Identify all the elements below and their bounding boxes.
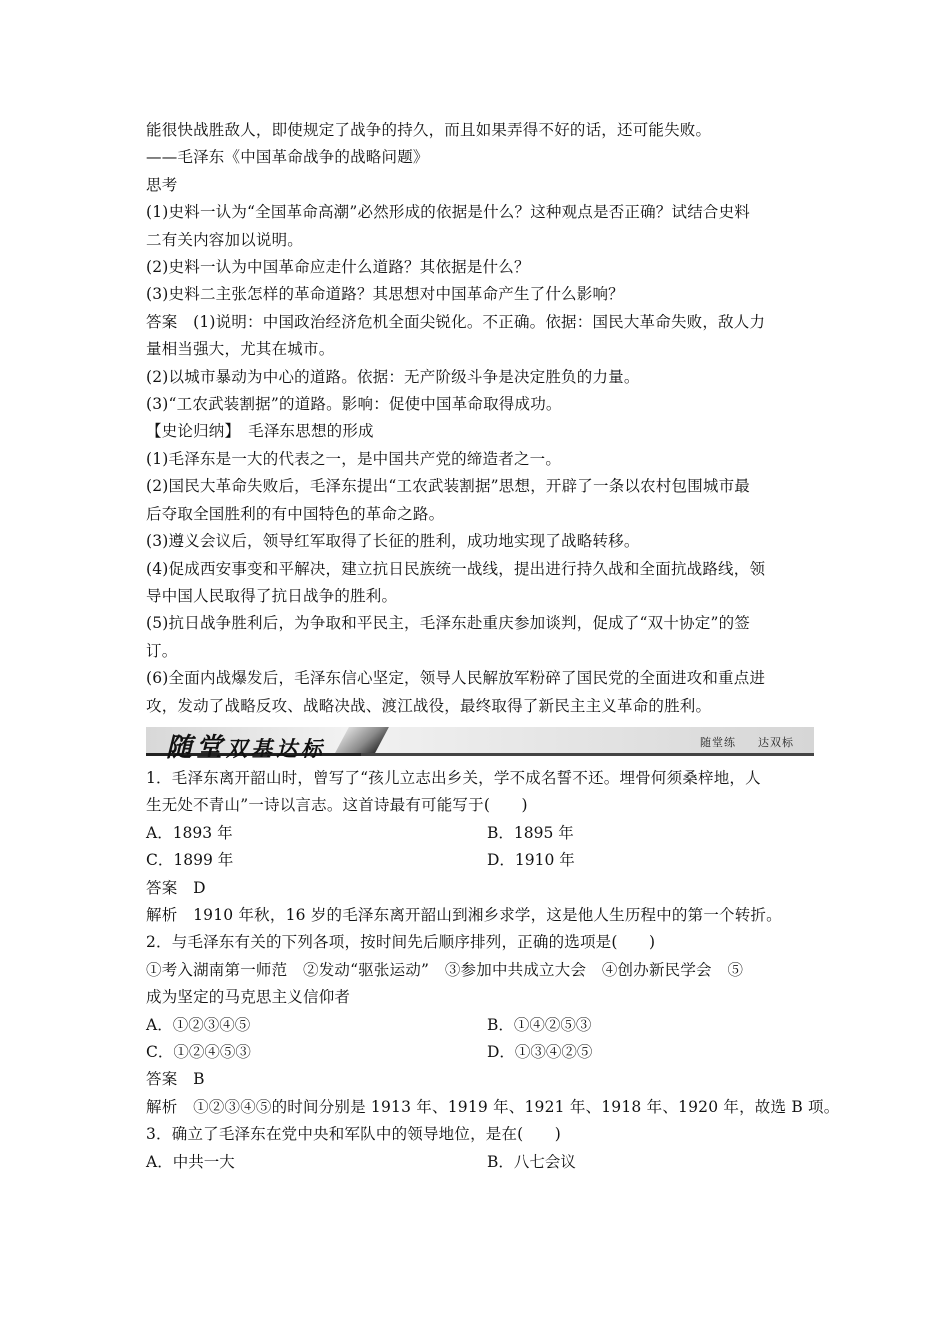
top-section — [146, 117, 814, 720]
banner-title-char: 堂 — [196, 732, 227, 763]
question-line: (2)史料一认为中国革命应走什么道路？其依据是什么？ — [146, 258, 530, 277]
answer-line: (2)以城市暴动为中心的道路。依据：无产阶级斗争是决定胜负的力量。 — [146, 367, 640, 386]
question-2-items: 成为坚定的马克思主义信仰者 — [146, 988, 351, 1007]
analysis: 解析 ①②③④⑤的时间分别是 1913 年、1919 年、1921 年、1918 年、1920 年，故选 B 项。 — [146, 1097, 840, 1116]
banner-title — [166, 727, 326, 764]
summary-line: (2)国民大革命失败后，毛泽东提出“工农武装割据”思想，开辟了一条以农村包围城市最 — [146, 477, 751, 496]
section-heading-think: 思考 — [146, 175, 178, 194]
summary-line: (3)遵义会议后，领导红军取得了长征的胜利，成功地实现了战略转移。 — [146, 532, 640, 551]
question-2-items: ①考入湖南第一师范 ②发动“驱张运动” ③参加中共成立大会 ④创办新民学会 ⑤ — [146, 960, 744, 979]
options-row — [146, 1149, 814, 1176]
answer: 答案 B — [146, 1070, 205, 1089]
question-1-stem: 1．毛泽东离开韶山时，曾写了“孩儿立志出乡关，学不成名誓不还。埋骨何须桑梓地，人 — [146, 768, 761, 787]
question-3-stem: 3．确立了毛泽东在党中央和军队中的领导地位，是在( ) — [146, 1125, 562, 1144]
summary-line: (5)抗日战争胜利后，为争取和平民主，毛泽东赴重庆参加谈判，促成了“双十协定”的签 — [146, 614, 751, 633]
option-b: B．1895 年 — [487, 823, 574, 842]
option-a: A．1893 年 — [146, 823, 233, 842]
option-b: B．①④②⑤③ — [487, 1015, 592, 1034]
option-c: C．1899 年 — [146, 851, 234, 870]
options-row — [146, 1039, 814, 1066]
option-c: C．①②④⑤③ — [146, 1043, 251, 1061]
summary-line: 后夺取全国胜利的有中国特色的革命之路。 — [146, 504, 445, 523]
answer: 答案 D — [146, 878, 206, 897]
questions-section — [146, 765, 840, 1176]
option-a: A．中共一大 — [146, 1152, 235, 1171]
options-row — [146, 1012, 814, 1039]
options-row — [146, 820, 814, 847]
answer-line: 答案 (1)说明：中国政治经济危机全面尖锐化。不正确。依据：国民大革命失败，敌人力 — [146, 312, 766, 331]
question-line: (3)史料二主张怎样的革命道路？其思想对中国革命产生了什么影响？ — [146, 285, 624, 304]
option-b: B．八七会议 — [487, 1152, 576, 1171]
banner-sub-1: 随堂练 — [700, 735, 736, 749]
question-line: 二有关内容加以说明。 — [146, 230, 304, 249]
section-banner — [146, 723, 814, 763]
summary-line: (4)促成西安事变和平解决，建立抗日民族统一战线，提出进行持久战和全面抗战路线，领 — [146, 559, 766, 578]
analysis: 解析 1910 年秋，16 岁的毛泽东离开韶山到湘乡求学，这是他人生历程中的第一个转折。 — [146, 905, 782, 924]
question-2-stem: 2．与毛泽东有关的下列各项，按时间先后顺序排列，正确的选项是( ) — [146, 933, 656, 952]
option-a: A．①②③④⑤ — [146, 1015, 251, 1034]
question-1-stem: 生无处不青山”一诗以言志。这首诗最有可能写于( ) — [146, 796, 528, 815]
question-line: (1)史料一认为“全国革命高潮”必然形成的依据是什么？这种观点是否正确？试结合史料 — [146, 203, 751, 222]
banner-sub-2: 达双标 — [758, 735, 794, 749]
option-d: D．1910 年 — [487, 851, 575, 870]
summary-line: 攻，发动了战略反攻、战略决战、渡江战役，最终取得了新民主主义革命的胜利。 — [146, 696, 712, 715]
summary-line: 订。 — [146, 641, 178, 660]
document-page — [146, 117, 840, 1176]
source-citation: ——毛泽东《中国革命战争的战略问题》 — [146, 148, 429, 167]
banner-subtitle — [678, 734, 794, 750]
summary-line: (1)毛泽东是一大的代表之一，是中国共产党的缔造者之一。 — [146, 449, 562, 468]
answer-line: 量相当强大，尤其在城市。 — [146, 340, 335, 359]
banner-title-char: 随 — [166, 732, 197, 763]
summary-line: 导中国人民取得了抗日战争的胜利。 — [146, 586, 398, 605]
options-row — [146, 847, 814, 874]
option-d: D．①③④②⑤ — [487, 1043, 593, 1061]
summary-line: (6)全面内战爆发后，毛泽东信心坚定，领导人民解放军粉碎了国民党的全面进攻和重点进 — [146, 669, 766, 688]
answer-line: (3)“工农武装割据”的道路。影响：促使中国革命取得成功。 — [146, 395, 562, 414]
text-line: 能很快战胜敌人，即使规定了战争的持久，而且如果弄得不好的话，还可能失败。 — [146, 121, 712, 139]
summary-heading: 【史论归纳】 毛泽东思想的形成 — [146, 422, 374, 441]
banner-title-rest: 双基达标 — [226, 735, 327, 761]
